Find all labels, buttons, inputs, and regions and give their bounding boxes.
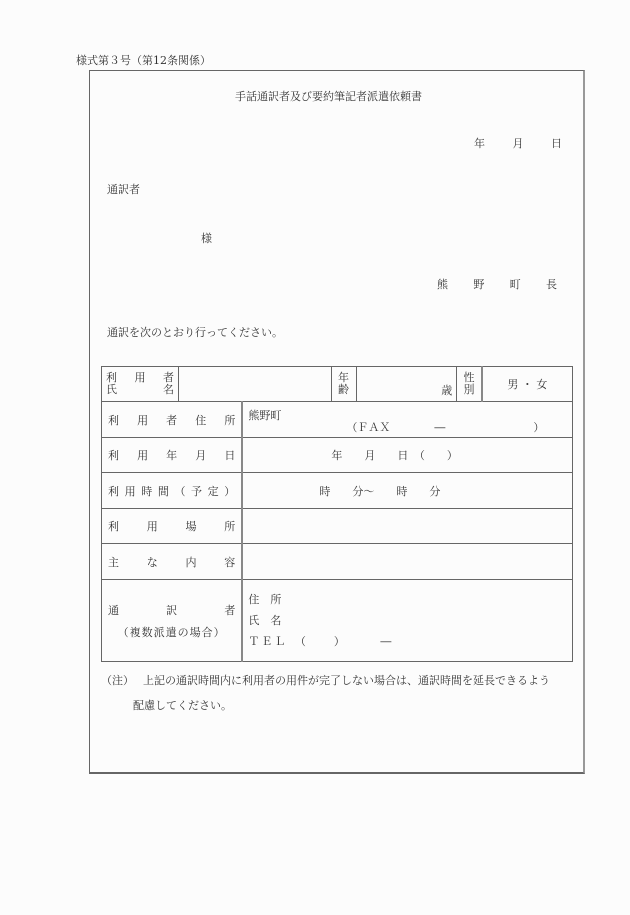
honorific: 様 — [201, 232, 212, 245]
note-prefix: （注） — [101, 674, 134, 687]
address-row — [102, 402, 573, 438]
user-name-row — [102, 367, 573, 402]
sex-label: 性 別 — [457, 367, 482, 402]
user-name-field[interactable] — [178, 367, 331, 402]
time-label: 利 用 時 間 （ 予 定 ） — [102, 473, 243, 509]
age-field[interactable]: 歳 — [356, 367, 457, 402]
date-month: 月 — [512, 137, 524, 150]
interpreter-label: 通 訳 者 （複数派遣の場合） — [102, 580, 243, 662]
interpreter-field[interactable] — [242, 580, 572, 662]
interpreter-row — [102, 580, 573, 662]
date-label: 利 用 年 月 日 — [102, 438, 243, 473]
time-row — [102, 473, 573, 509]
interpreter-tel[interactable]: ＴＥＬ （ ） ― — [248, 635, 394, 648]
request-table — [101, 366, 573, 662]
user-name-label: 利 用 者 氏 名 — [102, 367, 179, 402]
interpreter-name[interactable]: 氏 名 — [248, 614, 282, 627]
interpreter-address[interactable]: 住 所 — [248, 593, 282, 606]
time-field[interactable]: 時 分～ 時 分 — [242, 473, 572, 509]
date-line — [474, 135, 562, 151]
note-line2: 配慮してください。 — [133, 699, 232, 712]
address-field[interactable] — [242, 402, 572, 438]
sex-options[interactable]: 男 ・ 女 — [482, 367, 573, 402]
place-label: 利 用 場 所 — [102, 509, 243, 544]
note-line1: 上記の通訳時間内に利用者の用件が完了しない場合は、通訳時間を延長できるよう — [143, 674, 550, 687]
date-day: 日 — [551, 137, 562, 150]
content-field[interactable] — [242, 544, 572, 580]
address-label: 利 用 者 住 所 — [102, 402, 243, 438]
request-text: 通訳を次のとおり行ってください。 — [107, 326, 283, 339]
addressee-label: 通訳者 — [107, 183, 140, 196]
date-year: 年 — [474, 137, 485, 150]
fax-field[interactable]: （ＦＡＸ ― ） — [346, 421, 545, 434]
place-field[interactable] — [242, 509, 572, 544]
date-row — [102, 438, 573, 473]
date-field[interactable]: 年 月 日 （ ） — [242, 438, 572, 473]
content-label: 主 な 内 容 — [102, 544, 243, 580]
form-number: 様式第３号（第12条関係） — [76, 54, 211, 67]
address-town: 熊野町 — [248, 409, 282, 422]
place-row — [102, 509, 573, 544]
content-row — [102, 544, 573, 580]
document-title: 手話通訳者及び要約筆記者派遣依頼書 — [235, 90, 422, 103]
issuer: 熊 野 町 長 — [437, 278, 557, 291]
age-label: 年 齢 — [331, 367, 356, 402]
